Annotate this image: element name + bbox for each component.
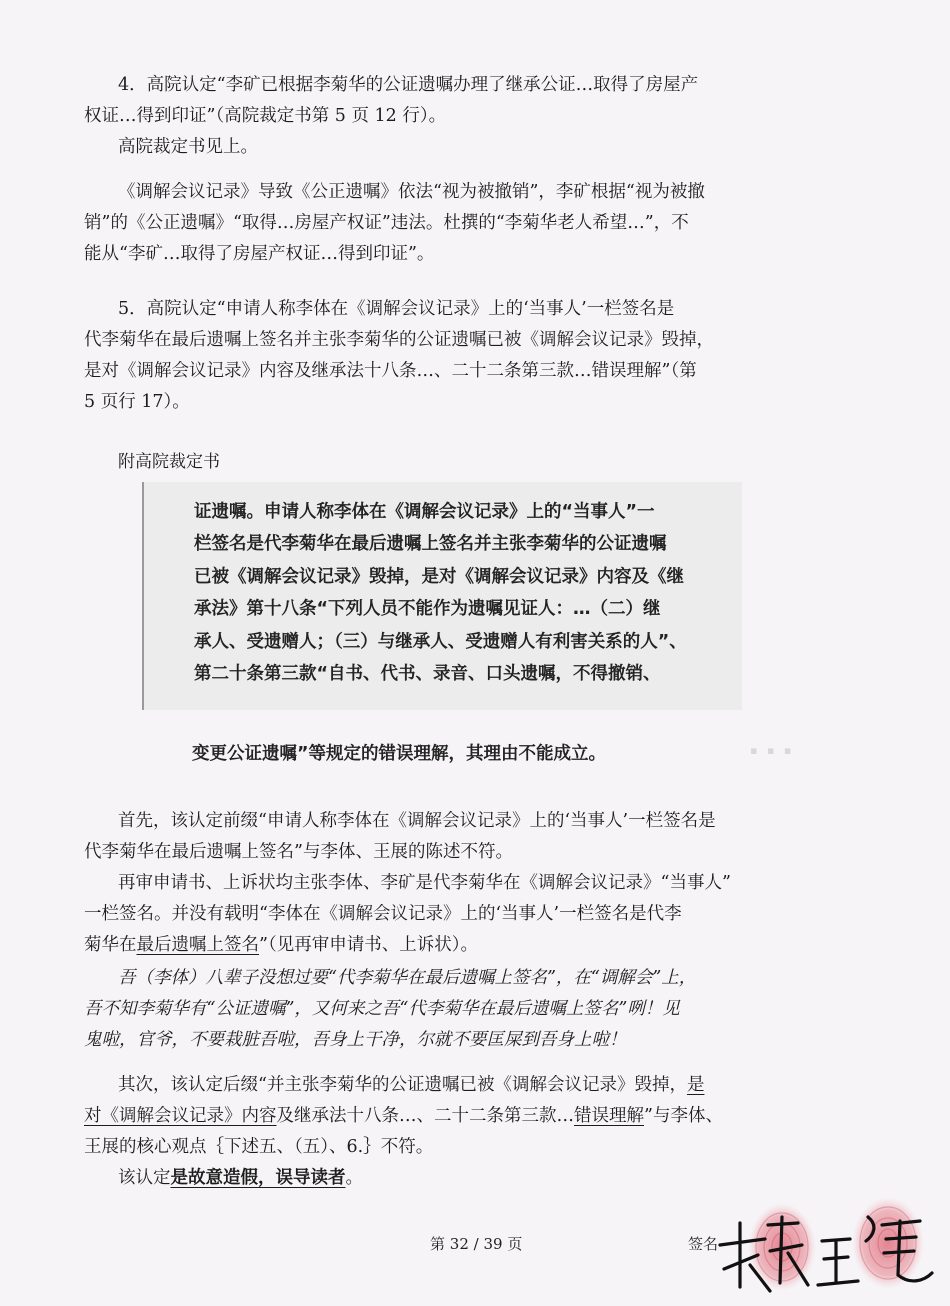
first-point-line-1: 首先，该认定前缀“申请人称李体在《调解会议记录》上的‘当事人’一栏签名是 — [118, 811, 716, 831]
excerpt-text — [194, 482, 687, 691]
rebuttal-4 — [84, 177, 844, 270]
rebuttal-4-line-2: 销”的《公正遗嘱》“取得…房屋产权证”违法。杜撰的“李菊华老人希望…”，不 — [84, 213, 689, 233]
court-ruling-excerpt — [142, 482, 742, 710]
statement-line-2: 吾不知李菊华有“公证遗嘱”，又何来之吾“代李菊华在最后遗嘱上签名”咧！见 — [84, 999, 680, 1019]
second-point-line-1: 其次，该认定后缀“并主张李菊华的公证遗嘱已被《调解会议记录》毁掉，是 — [118, 1075, 705, 1095]
signature-label: 签名 — [688, 1235, 719, 1253]
faded-scan-mark: ▪ ▪ ▪ — [750, 744, 795, 757]
petition-line-3: 菊华在最后遗嘱上签名”（见再审申请书、上诉状）。 — [84, 935, 478, 955]
second-point — [84, 1070, 844, 1163]
first-point — [84, 806, 844, 868]
conclusion: 该认定是故意造假，误导读者。 — [118, 1168, 363, 1188]
item-5-line-2: 代李菊华在最后遗嘱上签名并主张李菊华的公证遗嘱已被《调解会议记录》毁掉， — [84, 330, 714, 350]
fingerprint-right — [852, 1197, 924, 1289]
excerpt-line-1: 证遗嘱。申请人称李体在《调解会议记录》上的“当事人”一 — [194, 501, 655, 522]
excerpt-line-4: 承法》第十八条“下列人员不能作为遗嘱见证人：…（二）继 — [194, 599, 661, 619]
li-ti-statement — [84, 963, 844, 1056]
excerpt-line-3: 已被《调解会议记录》毁掉，是对《调解会议记录》内容及《继 — [194, 566, 684, 587]
handwritten-signature — [710, 1195, 940, 1300]
item-5-line-3: 是对《调解会议记录》内容及继承法十八条…、二十二条第三款…错误理解”（第 — [84, 361, 697, 381]
excerpt-tail: 变更公证遗嘱”等规定的错误理解，其理由不能成立。 — [192, 744, 606, 764]
petition-line-2: 一栏签名。并没有载明“李体在《调解会议记录》上的‘当事人’一栏签名是代李 — [84, 904, 682, 924]
excerpt-line-5: 承人、受遗赠人；（三）与继承人、受遗赠人有利害关系的人”、 — [194, 631, 687, 652]
conclusion-emphasis: 是故意造假，误导读者 — [170, 1168, 346, 1188]
item-4-note: 高院裁定书见上。 — [118, 137, 258, 157]
item-4-line-2: 权证…得到印证”（高院裁定书第 5 页 12 行）。 — [84, 106, 447, 126]
excerpt-line-6: 第二十条第三款“自书、代书、录音、口头遗嘱，不得撤销、 — [194, 664, 661, 684]
underlined-phrase: 最后遗嘱上签名 — [136, 935, 259, 955]
second-point-line-2: 对《调解会议记录》内容及继承法十八条…、二十二条第三款…错误理解”与李体、 — [84, 1106, 723, 1126]
statement-line-1: 吾（李体）八辈子没想过要“代李菊华在最后遗嘱上签名”，在“调解会”上， — [118, 968, 697, 988]
excerpt-line-2: 栏签名是代李菊华在最后遗嘱上签名并主张李菊华的公证遗嘱 — [194, 534, 667, 554]
petition-line-1: 再审申请书、上诉状均主张李体、李矿是代李菊华在《调解会议记录》“当事人” — [118, 873, 731, 893]
first-point-line-2: 代李菊华在最后遗嘱上签名”与李体、王展的陈述不符。 — [84, 842, 513, 862]
second-point-line-3: 王展的核心观点｛下述五、（五）、6.｝不符。 — [84, 1137, 434, 1157]
item-5-line-4: 5 页行 17）。 — [84, 392, 190, 412]
signature-graphic — [710, 1195, 940, 1300]
item-5 — [84, 294, 844, 418]
statement-line-3: 鬼啦，官爷，不要栽脏吾啦，吾身上干净，尔就不要匡屎到吾身上啦！ — [84, 1030, 627, 1050]
item-4-line-1: 4．高院认定“李矿已根据李菊华的公证遗嘱办理了继承公证…取得了房屋产 — [118, 75, 699, 95]
rebuttal-4-line-1: 《调解会议记录》导致《公正遗嘱》依法“视为被撤销”，李矿根据“视为被撤 — [118, 182, 705, 202]
item-5-line-1: 5．高院认定“申请人称李体在《调解会议记录》上的‘当事人’一栏签名是 — [118, 299, 675, 319]
appendix-label: 附高院裁定书 — [118, 452, 220, 472]
petition-paragraph — [84, 868, 844, 961]
rebuttal-4-line-3: 能从“李矿…取得了房屋产权证…得到印证”。 — [84, 244, 435, 264]
page-number: 第 32 / 39 页 — [430, 1235, 523, 1253]
item-4 — [84, 70, 844, 132]
